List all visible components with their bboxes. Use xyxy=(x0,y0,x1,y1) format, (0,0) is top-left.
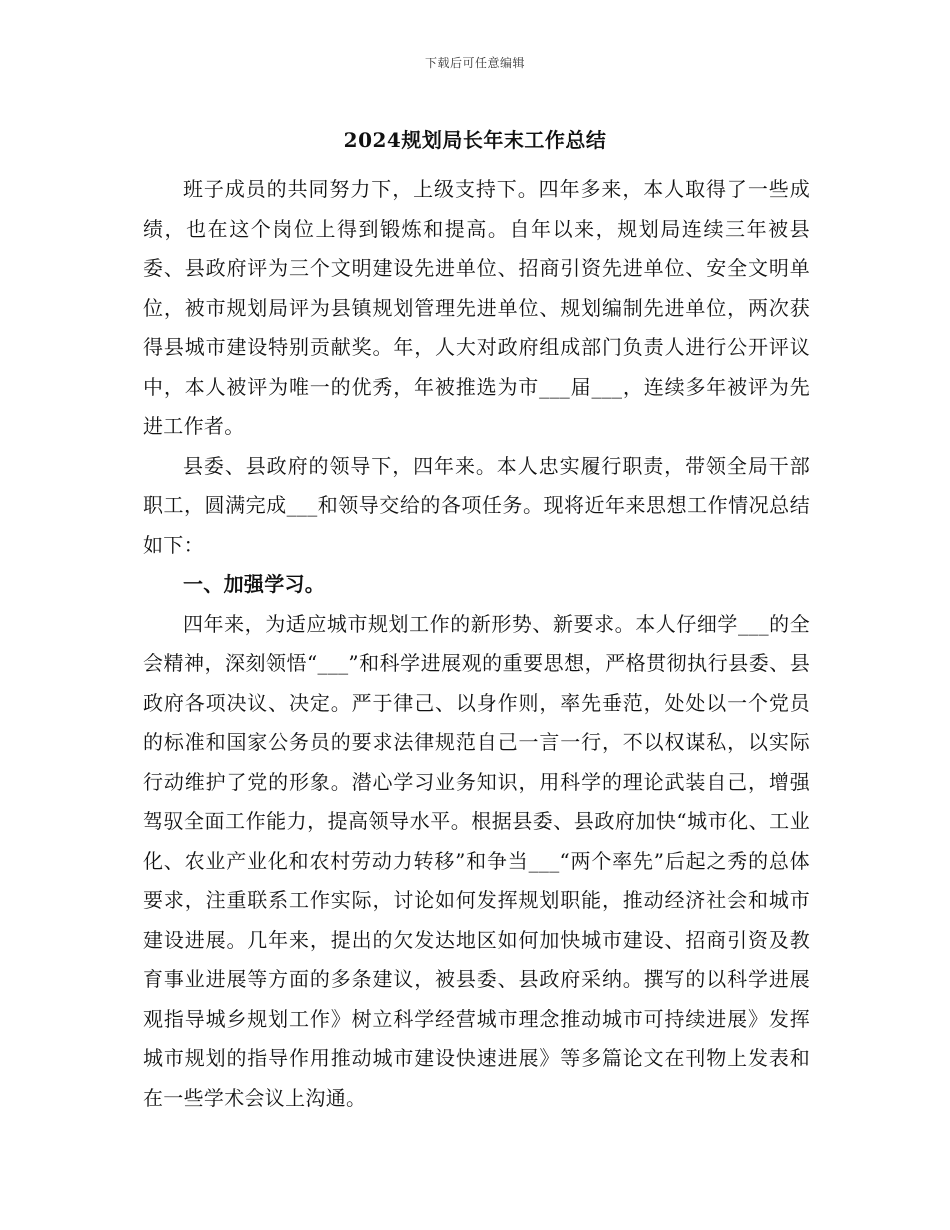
section-1-paragraph: 四年来，为适应城市规划工作的新形势、新要求。本人仔细学___的全会精神，深刻领悟“___”和科学进展观的重要思想，严格贯彻执行县委、县政府各项决议、决定。严于律己、以身作则，率先垂范，处处以一个党员的标准和国家公务员的要求法律规范自己一言一行，不以权谋私，以实际行动维护了党的形象。潜心学习业务知识，用科学的理论武装自己，增强驾驭全面工作能力，提高领导水平。根据县委、县政府加快“城市化、工业化、农业产业化和农村劳动力转移”和争当___“两个率先”后起之秀的总体要求，注重联系工作实际，讨论如何发挥规划职能，推动经济社会和城市建设进展。几年来，提出的欠发达地区如何加快城市建设、招商引资及教育事业进展等方面的多条建议，被县委、县政府采纳。撰写的以科学进展观指导城乡规划工作》树立科学经营城市理念推动城市可持续进展》发挥城市规划的指导作用推动城市建设快速进展》等多篇论文在刊物上发表和在一些学术会议上沟通。 xyxy=(143,611,810,1110)
page-header-note: 下载后可任意编辑 xyxy=(424,56,525,70)
section-heading-1: 一、加强学习。 xyxy=(183,572,326,596)
paragraph-1: 班子成员的共同努力下，上级支持下。四年多来，本人取得了一些成绩，也在这个岗位上得到锻炼和提高。自年以来，规划局连续三年被县委、县政府评为三个文明建设先进单位、招商引资先进单位、安全文明单位，被市规划局评为县镇规划管理先进单位、规划编制先进单位，两次获得县城市建设特别贡献奖。年，人大对政府组成部门负责人进行公开评议中，本人被评为唯一的优秀，年被推选为市___届___，连续多年被评为先进工作者。 xyxy=(143,177,810,438)
document-title: 2024规划局长年末工作总结 xyxy=(343,128,607,152)
paragraph-2: 县委、县政府的领导下，四年来。本人忠实履行职责，带领全局干部职工，圆满完成___和领导交给的各项任务。现将近年来思想工作情况总结如下： xyxy=(143,453,810,557)
document-body xyxy=(143,170,810,1118)
